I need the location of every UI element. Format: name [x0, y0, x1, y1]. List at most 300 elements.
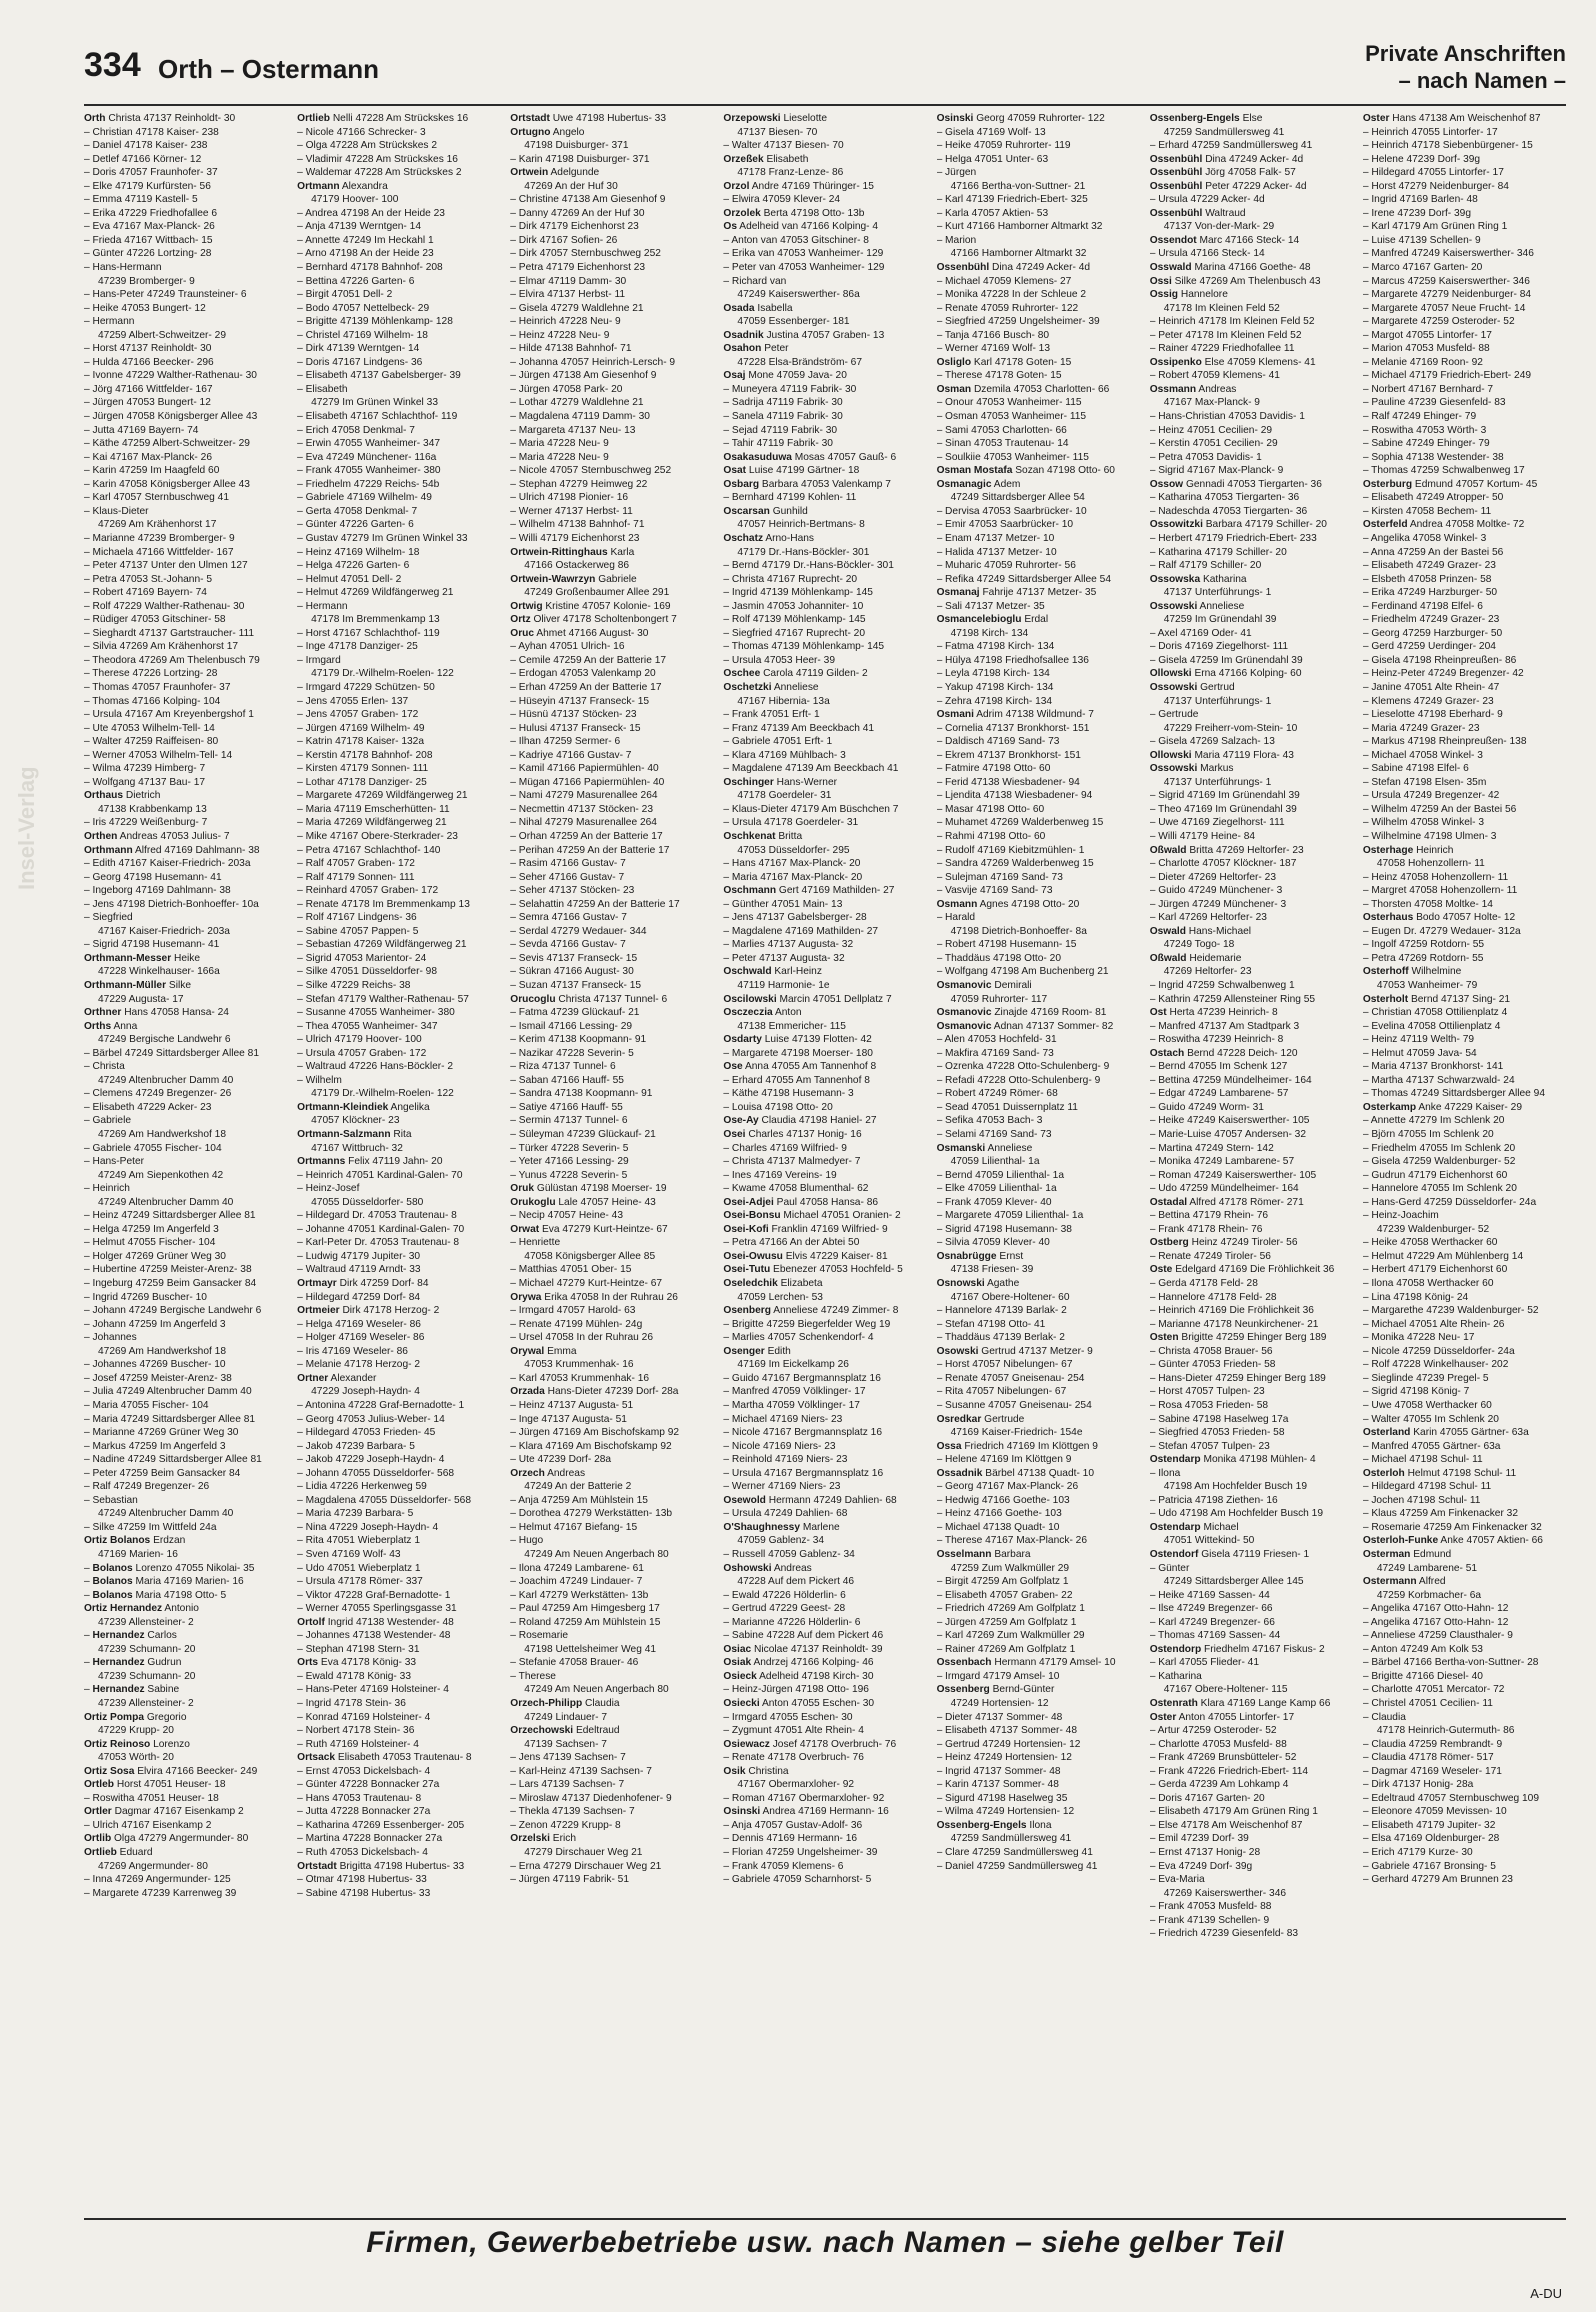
- directory-entry: 47059 Lerchen- 53: [737, 1291, 823, 1303]
- directory-entry: – Sigrid 47053 Marientor- 24: [297, 952, 427, 964]
- directory-entry: – Heike 47249 Kaiserswerther- 105: [1149, 1115, 1310, 1127]
- directory-entry: – Claudia 47178 Römer- 517: [1362, 1752, 1494, 1764]
- directory-entry: – Jutta 47169 Bayern- 74: [84, 424, 199, 436]
- directory-entry: – Erdogan 47053 Valenkamp 20: [510, 668, 656, 680]
- directory-entry: – Thomas 47057 Fraunhofer- 37: [84, 681, 231, 693]
- directory-entry: – Ernst 47137 Honig- 28: [1149, 1847, 1261, 1858]
- directory-entry: – Leyla 47198 Kirch- 134: [936, 668, 1050, 680]
- directory-entry: – Bettina 47226 Garten- 6: [297, 275, 415, 287]
- directory-entry: – Marlies 47057 Schenkendorf- 4: [723, 1332, 874, 1344]
- directory-entry: – Gabriele 47059 Scharnhorst- 5: [723, 1874, 872, 1886]
- name-range: Orth – Ostermann: [158, 54, 380, 84]
- directory-entry: – Michaela 47166 Wittfelder- 167: [84, 546, 234, 558]
- directory-entry: – Rolf 47228 Winkelhauser- 202: [1362, 1359, 1509, 1371]
- directory-entry: 47167 Max-Planck- 9: [1163, 397, 1260, 409]
- directory-entry: 47198 Duisburger- 371: [524, 140, 629, 152]
- directory-entry: – Therese 47167 Max-Planck- 26: [936, 1535, 1088, 1547]
- directory-entry: 47249 Am Neuen Angerbach 80: [524, 1684, 669, 1696]
- directory-entry: 47249 Hortensien- 12: [950, 1697, 1049, 1709]
- directory-entry: – Peter 47137 Augusta- 32: [723, 952, 845, 964]
- directory-entry: Orthmann Alfred 47169 Dahlmann- 38: [84, 844, 260, 856]
- directory-entry: – Maria 47239 Barbara- 5: [297, 1508, 414, 1520]
- directory-entry: – Manfred 47055 Gärtner- 63a: [1362, 1440, 1501, 1452]
- directory-entry: – Norbert 47178 Stein- 36: [297, 1725, 415, 1737]
- directory-entry: – Margarethe 47239 Waldenburger- 52: [1362, 1305, 1539, 1317]
- directory-entry: – Rosemarie 47259 Am Finkenacker 32: [1362, 1521, 1542, 1533]
- directory-entry: 47167 Hibernia- 13a: [737, 695, 830, 707]
- directory-entry: – Kadriye 47166 Gustav- 7: [510, 749, 632, 761]
- directory-entry: – Wilma 47239 Himberg- 7: [84, 763, 206, 775]
- directory-entry: – Ines 47169 Vereins- 19: [723, 1169, 837, 1181]
- directory-entry: – Eva 47249 Münchener- 116a: [297, 451, 437, 463]
- directory-entry: – Birgit 47259 Am Golfplatz 1: [936, 1576, 1069, 1588]
- directory-entry: – Refika 47249 Sittardsberger Allee 54: [936, 573, 1111, 585]
- directory-entry: – Marie-Luise 47057 Andersen- 32: [1149, 1129, 1307, 1141]
- directory-entry: – Ursula 47053 Heer- 39: [723, 654, 835, 666]
- directory-entry: – Jörg 47166 Wittfelder- 167: [84, 383, 213, 395]
- directory-entry: Osenger Edith: [723, 1345, 791, 1357]
- directory-entry: – Peter 47137 Unter den Ulmen 127: [84, 560, 248, 572]
- directory-entry: Ortiz Reinoso Lorenzo: [84, 1738, 190, 1750]
- directory-entry: – Artur 47259 Osteroder- 52: [1149, 1725, 1277, 1737]
- page-header: [84, 40, 1566, 106]
- directory-entry: 47228 Winkelhauser- 166a: [98, 966, 220, 978]
- directory-entry: – Helmut 47269 Wildfängerweg 21: [297, 587, 454, 599]
- directory-entry: – Zygmunt 47051 Alte Rhein- 4: [723, 1725, 864, 1737]
- directory-entry: Osinski Georg 47059 Ruhrorter- 122: [936, 113, 1105, 124]
- directory-entry: – Sabine 47198 Haselweg 17a: [1149, 1413, 1289, 1425]
- directory-entry: – Nami 47279 Masurenallee 264: [510, 790, 658, 802]
- directory-entry: – Helmut 47229 Am Mühlenberg 14: [1362, 1250, 1524, 1262]
- directory-entry: – Maria 47228 Neu- 9: [510, 438, 609, 450]
- directory-entry: – Ingrid 47137 Sommer- 48: [936, 1765, 1061, 1777]
- directory-entry: Orucoglu Christa 47137 Tunnel- 6: [510, 993, 668, 1005]
- directory-entry: – Ulrich 47167 Eisenkamp 2: [84, 1819, 212, 1831]
- directory-entry: Ortmanns Felix 47119 Jahn- 20: [297, 1156, 443, 1168]
- directory-entry: – Thomas 47259 Schwalbenweg 17: [1362, 465, 1525, 477]
- directory-entry: – Antonina 47228 Graf-Bernadotte- 1: [297, 1399, 465, 1411]
- directory-entry: – Gudrun 47179 Eichenhorst 60: [1362, 1169, 1508, 1181]
- directory-entry: 47178 Im Bremmenkamp 13: [311, 614, 440, 626]
- directory-entry: – Anneliese 47259 Clausthaler- 9: [1362, 1630, 1513, 1642]
- directory-entry: Osadnik Justina 47057 Graben- 13: [723, 329, 885, 341]
- directory-entry: 47059 Gablenz- 34: [737, 1535, 825, 1547]
- directory-entry: Ostendorp Friedhelm 47167 Fiskus- 2: [1149, 1643, 1325, 1655]
- directory-entry: Osiak Andrzej 47166 Kolping- 46: [723, 1657, 874, 1669]
- directory-entry: – Heinz 47137 Augusta- 51: [510, 1399, 634, 1411]
- directory-entry: 47198 Dietrich-Bonhoeffer- 8a: [950, 925, 1087, 937]
- directory-entry: Ose Anna 47055 Am Tannenhof 8: [723, 1061, 877, 1073]
- directory-entry: Oschatz Arno-Hans: [723, 532, 815, 544]
- directory-entry: – Reinhard 47057 Graben- 172: [297, 885, 439, 897]
- directory-entry: – Petra 47053 St.-Johann- 5: [84, 573, 212, 585]
- directory-entry: – Suzan 47137 Franseck- 15: [510, 980, 642, 991]
- directory-entry: – Karl 47057 Sternbuschweg 41: [84, 492, 229, 504]
- directory-entry: – Detlef 47166 Körner- 12: [84, 153, 202, 165]
- directory-entry: – Frank 47055 Wanheimer- 380: [297, 465, 441, 477]
- directory-entry: – Silke 47259 Im Wittfeld 24a: [84, 1521, 217, 1533]
- directory-entry: – Klaus-Dieter 47179 Am Büschchen 7: [723, 803, 899, 815]
- directory-entry: – Thaddäus 47139 Berlak- 2: [936, 1332, 1065, 1344]
- directory-entry: Ostendarp Michael: [1149, 1521, 1239, 1533]
- directory-entry: – Sandra 47138 Koopmann- 91: [510, 1088, 653, 1100]
- directory-entry: – Ilona: [1149, 1467, 1181, 1479]
- directory-entry: – Heinz 47058 Hohenzollern- 11: [1362, 871, 1509, 883]
- directory-entry: Osenberg Anneliese 47249 Zimmer- 8: [723, 1305, 899, 1317]
- directory-entry: – Marion: [936, 234, 977, 246]
- directory-entry: Oscilowski Marcin 47051 Dellplatz 7: [723, 993, 892, 1005]
- directory-entry: 47269 Am Handwerkshof 18: [98, 1129, 226, 1141]
- directory-entry: – Jens 47055 Erlen- 137: [297, 695, 409, 707]
- directory-entry: 47169 Im Eickelkamp 26: [737, 1359, 849, 1371]
- directory-entry: – Sigrid 47198 Husemann- 38: [936, 1223, 1072, 1235]
- directory-entry: – Helmut 47059 Java- 54: [1362, 1047, 1477, 1059]
- directory-entry: – Bernhard 47199 Kohlen- 11: [723, 492, 857, 504]
- directory-entry: – Frank 47059 Klemens- 6: [723, 1860, 844, 1872]
- directory-entry: – Frank 47226 Friedrich-Ebert- 114: [1149, 1765, 1309, 1777]
- directory-entry: 47178 Heinrich-Gutermuth- 86: [1376, 1725, 1515, 1737]
- directory-entry: – Heinrich 47178 Im Kleinen Feld 52: [1149, 316, 1315, 328]
- directory-entry: – Erna 47279 Dirschauer Weg 21: [510, 1860, 662, 1872]
- directory-entry: – Jens 47198 Dietrich-Bonhoeffer- 10a: [84, 898, 259, 910]
- directory-entry: – Karl 47269 Heltorfer- 23: [1149, 912, 1267, 924]
- directory-entry: Osmann Agnes 47198 Otto- 20: [936, 898, 1080, 910]
- directory-entry: – Jürgen 47249 Münchener- 3: [1149, 898, 1287, 910]
- directory-entry: Osiecki Anton 47055 Eschen- 30: [723, 1697, 875, 1709]
- directory-entry: 47249 Großenbaumer Allee 291: [524, 587, 670, 599]
- directory-entry: 47239 Waldenburger- 52: [1376, 1223, 1490, 1235]
- directory-entry: Ortolf Ingrid 47138 Westender- 48: [297, 1616, 454, 1628]
- directory-entry: – Katharina 47053 Tiergarten- 36: [1149, 492, 1300, 504]
- directory-entry: – Hildegard 47053 Frieden- 45: [297, 1427, 436, 1439]
- directory-entry: – Tanja 47166 Busch- 80: [936, 329, 1050, 341]
- directory-entry: – Lars 47139 Sachsen- 7: [510, 1779, 625, 1791]
- directory-entry: – Gerda 47178 Feld- 28: [1149, 1278, 1258, 1290]
- directory-entry: – Günter 47226 Garten- 6: [297, 519, 414, 531]
- directory-entry: 47249 Am Neuen Angerbach 80: [524, 1548, 669, 1560]
- directory-entry: – Halida 47137 Metzer- 10: [936, 546, 1057, 558]
- directory-entry: Osada Isabella: [723, 302, 793, 314]
- directory-entry: – Heinrich 47055 Lintorfer- 17: [1362, 126, 1498, 138]
- directory-entry: – Ursel 47058 In der Ruhrau 26: [510, 1332, 653, 1344]
- directory-entry: 47137 Von-der-Mark- 29: [1163, 221, 1275, 233]
- directory-entry: – Magdalena 47119 Damm- 30: [510, 411, 650, 423]
- directory-entry: – Gabriele 47055 Fischer- 104: [84, 1142, 222, 1154]
- directory-entry: – Hans 47053 Trautenau- 8: [297, 1792, 422, 1804]
- directory-entry: – Maria 47137 Bronkhorst- 141: [1362, 1061, 1504, 1073]
- directory-entry: Ortlieb Nelli 47228 Am Strückskes 16: [297, 113, 469, 124]
- directory-entry: – Günther 47051 Main- 13: [723, 898, 843, 910]
- directory-entry: Orywa Erika 47058 In der Ruhrau 26: [510, 1291, 678, 1303]
- directory-entry: – Manfred 47137 Am Stadtpark 3: [1149, 1020, 1300, 1032]
- directory-column: [297, 112, 500, 2204]
- directory-entry: – Irmgard 47055 Eschen- 30: [723, 1711, 853, 1723]
- directory-entry: – Birgit 47051 Dell- 2: [297, 289, 393, 301]
- directory-entry: – Florian 47259 Ungelsheimer- 39: [723, 1847, 878, 1858]
- directory-entry: – Ursula 47057 Graben- 172: [297, 1047, 427, 1059]
- directory-entry: – Luise 47139 Schellen- 9: [1362, 234, 1481, 246]
- directory-entry: – Selami 47169 Sand- 73: [936, 1129, 1052, 1141]
- directory-entry: 47259 Sandmüllersweg 41: [1163, 126, 1285, 138]
- directory-entry: – Necip 47057 Heine- 43: [510, 1210, 623, 1222]
- directory-entry: – Bolanos Lorenzo 47055 Nikolai- 35: [84, 1562, 255, 1574]
- directory-entry: Ortiz Hernandez Antonio: [84, 1603, 199, 1615]
- directory-entry: 47169 Kaiser-Friedrich- 154e: [950, 1427, 1083, 1439]
- directory-entry: – Elke 47179 Kurfürsten- 56: [84, 180, 211, 192]
- directory-entry: – Rolf 47229 Walther-Rathenau- 30: [84, 600, 245, 612]
- directory-entry: – Hermann: [297, 600, 348, 612]
- directory-entry: – Kwame 47058 Blumenthal- 62: [723, 1183, 869, 1195]
- directory-entry: 47269 Am Krähenhorst 17: [98, 519, 217, 531]
- directory-entry: 47059 Ruhrorter- 117: [950, 993, 1048, 1005]
- directory-entry: Osmanaj Fahrije 47137 Metzer- 35: [936, 587, 1097, 599]
- directory-entry: – Brigitte 47139 Möhlenkamp- 128: [297, 316, 453, 328]
- directory-entry: Ossenbühl Peter 47229 Acker- 4d: [1149, 180, 1307, 192]
- directory-entry: – Magdalene 47169 Mathilden- 27: [723, 925, 879, 937]
- directory-entry: – Georg 47053 Julius-Weber- 14: [297, 1413, 445, 1425]
- directory-entry: – Henriette: [510, 1237, 561, 1249]
- directory-entry: – Therese 47226 Lortzing- 28: [84, 668, 218, 680]
- directory-entry: – Ingrid 47259 Schwalbenweg 1: [1149, 980, 1295, 991]
- directory-entry: – Guido 47167 Bergmannsplatz 16: [723, 1372, 881, 1384]
- directory-entry: – Heinrich 47178 Siebenbürgener- 15: [1362, 140, 1533, 152]
- directory-entry: Ossadnik Bärbel 47138 Quadt- 10: [936, 1467, 1095, 1479]
- directory-entry: – Richard van: [723, 275, 787, 287]
- directory-entry: – Rüdiger 47053 Gitschiner- 58: [84, 614, 226, 626]
- directory-entry: – Roswitha 47053 Wörth- 3: [1362, 424, 1487, 436]
- directory-entry: Ostendarp Monika 47198 Mühlen- 4: [1149, 1454, 1316, 1466]
- directory-entry: – Günter 47226 Lortzing- 28: [84, 248, 212, 260]
- directory-entry: – Daniel 47259 Sandmüllersweg 41: [936, 1860, 1098, 1872]
- directory-entry: – Nazikar 47228 Severin- 5: [510, 1047, 634, 1059]
- directory-entry: – Georg 47167 Max-Planck- 26: [936, 1481, 1079, 1493]
- directory-entry: – Martina 47249 Stern- 142: [1149, 1142, 1274, 1154]
- directory-entry: – Kurt 47166 Hamborner Altmarkt 32: [936, 221, 1103, 233]
- directory-entry: Osterloh Helmut 47198 Schul- 11: [1362, 1467, 1517, 1479]
- directory-entry: 47167 Obere-Holtener- 60: [950, 1291, 1070, 1303]
- directory-entry: – Margot 47055 Lintorfer- 17: [1362, 329, 1492, 341]
- directory-entry: – Roman 47167 Obermarxloher- 92: [723, 1792, 885, 1804]
- directory-entry: – Rita 47057 Nibelungen- 67: [936, 1386, 1067, 1398]
- directory-entry: 47059 Lilienthal- 1a: [950, 1156, 1040, 1168]
- directory-entry: – Hans-Hermann: [84, 262, 162, 274]
- directory-entry: 47051 Wittekind- 50: [1163, 1535, 1255, 1547]
- directory-entry: 47198 Kirch- 134: [950, 627, 1029, 639]
- directory-entry: – Gerd 47259 Uerdinger- 204: [1362, 641, 1496, 653]
- directory-entry: – Renate 47249 Tiroler- 56: [1149, 1250, 1271, 1262]
- directory-entry: – Jürgen 47119 Fabrik- 51: [510, 1874, 630, 1886]
- directory-entry: – Bodo 47057 Nettelbeck- 29: [297, 302, 430, 314]
- directory-entry: – Rainer 47229 Friedhofallee 11: [1149, 343, 1295, 355]
- directory-entry: – Thorsten 47058 Moltke- 14: [1362, 898, 1493, 910]
- directory-entry: – Robert 47169 Bayern- 74: [84, 587, 207, 599]
- directory-entry: – Karin 47137 Sommer- 48: [936, 1779, 1059, 1791]
- directory-entry: – Heinz 47166 Goethe- 103: [936, 1508, 1062, 1520]
- directory-entry: Ostadal Alfred 47178 Römer- 271: [1149, 1196, 1304, 1208]
- directory-entry: – Angelika 47058 Winkel- 3: [1362, 532, 1487, 544]
- directory-entry: – Margarete 47259 Osteroder- 52: [1362, 316, 1515, 328]
- directory-entry: Oseledchik Elizabeta: [723, 1278, 823, 1290]
- directory-entry: – Claudia 47259 Rembrandt- 9: [1362, 1738, 1503, 1750]
- directory-entry: – Christa 47137 Malmedyer- 7: [723, 1156, 861, 1168]
- directory-entry: – Hannelore 47139 Barlak- 2: [936, 1305, 1067, 1317]
- directory-entry: – Kai 47167 Max-Planck- 26: [84, 451, 212, 463]
- directory-entry: – Petra 47269 Rotdorn- 55: [1362, 952, 1484, 964]
- directory-entry: – Ludwig 47179 Jupiter- 30: [297, 1250, 421, 1262]
- directory-entry: – Elisabeth 47137 Sommer- 48: [936, 1725, 1078, 1737]
- directory-entry: – Sebastian: [84, 1494, 138, 1506]
- directory-entry: – Ruth 47053 Dickelsbach- 4: [297, 1847, 428, 1858]
- directory-entry: 47229 Augusta- 17: [98, 993, 184, 1005]
- directory-entry: – Cornelia 47137 Bronkhorst- 151: [936, 722, 1090, 734]
- directory-entry: – Heinrich 47169 Die Fröhlichkeit 36: [1149, 1305, 1314, 1317]
- directory-entry: 47119 Harmonie- 1e: [737, 980, 830, 991]
- directory-entry: – Ernst 47053 Dickelsbach- 4: [297, 1765, 431, 1777]
- directory-entry: 47139 Sachsen- 7: [524, 1738, 607, 1750]
- directory-entry: – Björn 47055 Im Schlenk 20: [1362, 1129, 1494, 1141]
- directory-entry: – Helmut 47051 Dell- 2: [297, 573, 402, 585]
- directory-entry: – Erich 47058 Denkmal- 7: [297, 424, 415, 436]
- directory-entry: – Claudia: [1362, 1711, 1406, 1723]
- directory-entry: Orth Christa 47137 Reinholdt- 30: [84, 113, 236, 124]
- directory-entry: – Eva 47249 Dorf- 39g: [1149, 1860, 1253, 1872]
- directory-entry: 47179 Hoover- 100: [311, 194, 399, 206]
- directory-entry: Osczeczia Anton: [723, 1007, 802, 1019]
- directory-entry: Ossowski Anneliese: [1149, 600, 1245, 612]
- directory-entry: – Siegfried 47053 Frieden- 58: [1149, 1427, 1285, 1439]
- directory-entry: – Thomas 47169 Sassen- 44: [1149, 1630, 1281, 1642]
- directory-entry: – Sami 47053 Charlotten- 66: [936, 424, 1067, 436]
- directory-entry: Oruc Ahmet 47166 August- 30: [510, 627, 649, 639]
- directory-entry: – Ute 47239 Dorf- 28a: [510, 1454, 612, 1466]
- directory-entry: – Muharic 47059 Ruhrorter- 56: [936, 560, 1076, 572]
- directory-entry: – Katharina: [1149, 1670, 1202, 1682]
- directory-entry: 47279 Dirschauer Weg 21: [524, 1847, 643, 1858]
- directory-entry: Osredkar Gertrude: [936, 1413, 1025, 1425]
- directory-entry: – Ralf 47249 Ehinger- 79: [1362, 411, 1477, 423]
- directory-entry: Ostermann Alfred: [1362, 1576, 1446, 1588]
- directory-entry: – Maria 47167 Max-Planck- 20: [723, 871, 863, 883]
- directory-entry: – Inna 47269 Angermunder- 125: [84, 1874, 231, 1886]
- directory-entry: – Elisabeth 47249 Grazer- 23: [1362, 560, 1496, 572]
- directory-entry: – Ingrid 47269 Buscher- 10: [84, 1291, 207, 1303]
- directory-entry: – Günter 47053 Frieden- 58: [1149, 1359, 1276, 1371]
- directory-entry: – Nina 47229 Joseph-Haydn- 4: [297, 1521, 439, 1533]
- directory-entry: – Riza 47137 Tunnel- 6: [510, 1061, 616, 1073]
- directory-entry: Osswald Marina 47166 Goethe- 48: [1149, 262, 1311, 274]
- directory-entry: Oster Anton 47055 Lintorfer- 17: [1149, 1711, 1295, 1723]
- directory-entry: – Günter 47228 Bonnacker 27a: [297, 1779, 440, 1791]
- directory-entry: Ossenbühl Waltraud: [1149, 207, 1246, 219]
- directory-entry: – Emir 47053 Saarbrücker- 10: [936, 519, 1074, 531]
- directory-entry: Ortwein-Rittinghaus Karla: [510, 546, 635, 558]
- directory-entry: Oschkenat Britta: [723, 830, 803, 842]
- directory-entry: – Erich 47179 Kurze- 30: [1362, 1847, 1473, 1858]
- directory-entry: – Herbert 47179 Eichenhorst 60: [1362, 1264, 1508, 1276]
- directory-entry: – Michael 47169 Niers- 23: [723, 1413, 843, 1425]
- directory-entry: – Holger 47269 Grüner Weg 30: [84, 1250, 226, 1262]
- directory-entry: – Guido 47249 Worm- 31: [1149, 1101, 1264, 1113]
- directory-entry: Osten Brigitte 47259 Ehinger Berg 189: [1149, 1332, 1327, 1344]
- directory-entry: – Ralf 47179 Sonnen- 111: [297, 871, 415, 883]
- directory-entry: – Dirk 47179 Eichenhorst 23: [510, 221, 639, 233]
- directory-entry: – Muneyera 47119 Fabrik- 30: [723, 383, 857, 395]
- directory-entry: – Zehra 47198 Kirch- 134: [936, 695, 1053, 707]
- directory-entry: – Seher 47137 Stöcken- 23: [510, 885, 635, 897]
- directory-entry: – Werner 47169 Niers- 23: [723, 1481, 841, 1493]
- directory-entry: – Ismail 47166 Lessing- 29: [510, 1020, 633, 1032]
- directory-entry: Ortmayr Dirk 47259 Dorf- 84: [297, 1278, 429, 1290]
- directory-entry: – Kerim 47138 Koopmann- 91: [510, 1034, 647, 1046]
- directory-entry: 47166 Hamborner Altmarkt 32: [950, 248, 1087, 260]
- directory-entry: – Ewald 47178 König- 33: [297, 1670, 411, 1682]
- directory-entry: – Jürgen 47169 Am Bischofskamp 92: [510, 1427, 680, 1439]
- directory-entry: – Ivonne 47229 Walther-Rathenau- 30: [84, 370, 257, 382]
- directory-entry: – Renate 47178 Im Bremmenkamp 13: [297, 898, 470, 910]
- directory-entry: Osewold Hermann 47249 Dahlien- 68: [723, 1494, 897, 1506]
- directory-entry: Orzol Andre 47169 Thüringer- 15: [723, 180, 874, 192]
- directory-entry: – Anton 47249 Am Kolk 53: [1362, 1643, 1483, 1655]
- directory-entry: – Jochen 47198 Schul- 11: [1362, 1494, 1481, 1506]
- directory-entry: – Sandra 47269 Walderbenweg 15: [936, 858, 1094, 870]
- directory-entry: Osei-Adjei Paul 47058 Hansa- 86: [723, 1196, 879, 1208]
- directory-entry: – Sejad 47119 Fabrik- 30: [723, 424, 838, 436]
- directory-entry: – Ursula 47178 Römer- 337: [297, 1576, 423, 1588]
- directory-entry: – Louisa 47198 Otto- 20: [723, 1101, 833, 1113]
- directory-entry: – Christel 47169 Wilhelm- 18: [297, 329, 428, 341]
- directory-entry: Osieck Adelheid 47198 Kirch- 30: [723, 1670, 874, 1682]
- directory-entry: – Fatma 47239 Glückauf- 21: [510, 1007, 640, 1019]
- directory-entry: – Eva-Maria: [1149, 1874, 1205, 1886]
- directory-entry: – Annette 47279 Im Schlenk 20: [1362, 1115, 1505, 1127]
- page-code: A-DU: [1530, 2286, 1562, 2301]
- directory-entry: – Heike 47058 Werthacker 60: [1362, 1237, 1498, 1249]
- directory-entry: 47279 Im Grünen Winkel 33: [311, 397, 438, 409]
- directory-entry: – Ingolf 47259 Rotdorn- 55: [1362, 939, 1485, 951]
- directory-entry: 47239 Allensteiner- 2: [98, 1697, 194, 1709]
- directory-entry: – Jürgen: [936, 167, 977, 179]
- directory-entry: – Kirsten 47179 Sonnen- 111: [297, 763, 429, 775]
- directory-entry: – Rasim 47166 Gustav- 7: [510, 858, 626, 870]
- directory-entry: – Orhan 47259 An der Batterie 17: [510, 830, 663, 842]
- directory-entry: Osowski Gertrud 47137 Metzer- 9: [936, 1345, 1093, 1357]
- directory-entry: – Karin 47058 Königsberger Allee 43: [84, 478, 250, 490]
- directory-entry: – Andrea 47198 An der Heide 23: [297, 207, 445, 219]
- directory-entry: – Katharina 47179 Schiller- 20: [1149, 546, 1287, 558]
- directory-entry: Osmancelebioglu Erdal: [936, 614, 1049, 626]
- directory-entry: – Ingrid 47178 Stein- 36: [297, 1697, 406, 1709]
- directory-entry: – Günter: [1149, 1562, 1190, 1574]
- directory-entry: – Masar 47198 Otto- 60: [936, 803, 1045, 815]
- directory-entry: – Angelika 47167 Otto-Hahn- 12: [1362, 1616, 1509, 1628]
- directory-entry: Oshowski Andreas: [723, 1562, 812, 1574]
- directory-entry: Osselmann Barbara: [936, 1548, 1031, 1560]
- directory-entry: – Enam 47137 Metzer- 10: [936, 532, 1055, 544]
- directory-entry: Orthner Hans 47058 Hansa- 24: [84, 1007, 229, 1019]
- directory-entry: – Matthias 47051 Ober- 15: [510, 1264, 632, 1276]
- directory-entry: Os Adelheid van 47166 Kolping- 4: [723, 221, 879, 233]
- directory-entry: – Hedwig 47166 Goethe- 103: [936, 1494, 1070, 1506]
- directory-entry: 47169 Marien- 16: [98, 1548, 178, 1560]
- directory-entry: 47249 Altenbrucher Damm 40: [98, 1074, 234, 1086]
- directory-entry: 47138 Emmericher- 115: [737, 1020, 846, 1032]
- directory-entry: – Sigrid 47167 Max-Planck- 9: [1149, 465, 1284, 477]
- directory-entry: – Marianne 47269 Grüner Weg 30: [84, 1427, 239, 1439]
- directory-entry: – Ingrid 47139 Möhlenkamp- 145: [723, 587, 873, 599]
- directory-entry: – Kamil 47166 Papiermühlen- 40: [510, 763, 659, 775]
- directory-entry: – Jens 47057 Graben- 172: [297, 709, 419, 721]
- directory-entry: 47249 Togo- 18: [1163, 939, 1235, 951]
